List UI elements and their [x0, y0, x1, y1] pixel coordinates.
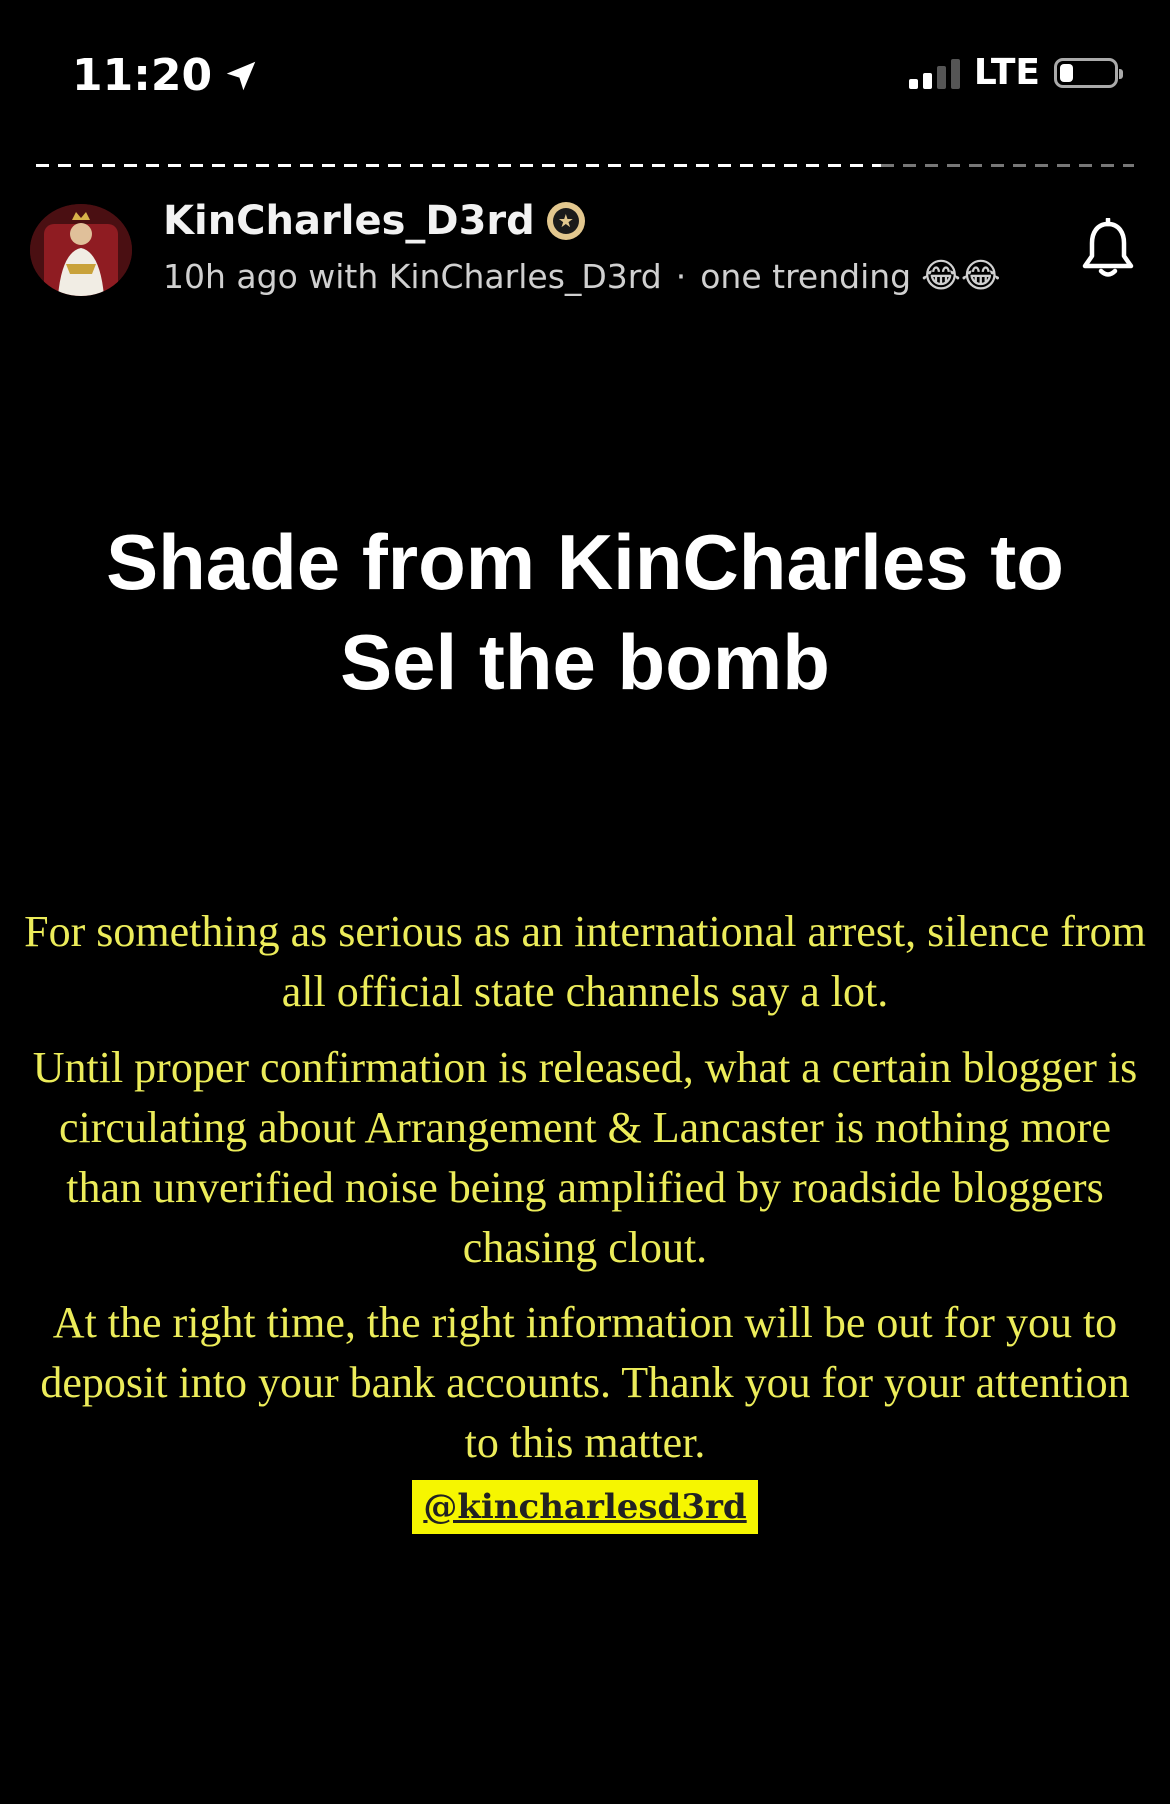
time-ago: 10h ago with KinCharles_D3rd [163, 256, 662, 296]
post-paragraph-1: For something as serious as an international arrest, silence from all official state channels say a lot. [24, 907, 1146, 1016]
trending-text: one trending [700, 256, 912, 296]
handle-tag[interactable] [412, 1480, 758, 1534]
story-meta [163, 256, 1001, 296]
battery-icon [1054, 58, 1118, 88]
network-type: LTE [973, 52, 1040, 93]
notification-bell-icon[interactable] [1080, 218, 1136, 285]
status-time [72, 50, 260, 101]
post-paragraph-2: Until proper confirmation is released, what a certain blogger is circulating about Arrangement & Lancaster is nothing more than unverified noise being amplified by roadside bloggers chasing clout. [32, 1043, 1138, 1272]
post-paragraph-3: At the right time, the right information will be out for you to deposit into your bank accounts. Thank you for your attention to this matter. [40, 1298, 1130, 1467]
avatar-image [30, 204, 132, 296]
username-row[interactable] [163, 198, 585, 244]
verified-badge-icon: ★ [547, 202, 585, 240]
handle-text[interactable]: @kincharlesd3rd [423, 1487, 747, 1527]
avatar[interactable] [30, 204, 132, 296]
clock: 11:20 [72, 50, 213, 101]
status-indicators [909, 52, 1118, 93]
laughing-emoji-icons: 😂😂 [921, 256, 1001, 296]
post-headline: Shade from KinCharles to Sel the bomb [106, 518, 1064, 706]
story-progress-bar [36, 164, 1134, 168]
username[interactable]: KinCharles_D3rd [163, 198, 535, 244]
location-arrow-icon [222, 57, 260, 95]
cellular-signal-icon [909, 57, 960, 89]
separator: · [675, 256, 687, 296]
